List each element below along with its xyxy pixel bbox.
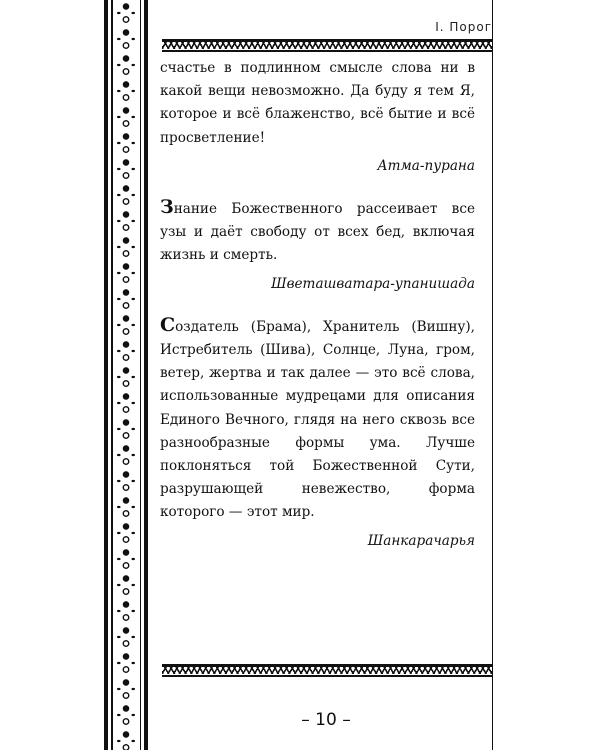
passage-text: счастье в подлинном смысле слова ни в какой вещи невозможно. Да буду я тем Я, которое и всё блаженство, всё бытие и всё просветление! — [160, 60, 475, 146]
passage-text: оздатель (Брама), Хранитель (Вишну), Истребитель (Шива), Солнце, Луна, гром, ветер, жертва и так далее — это всё слова, использованные мудрецами для описания Единого Вечного, глядя на него сквозь все разнообразные формы ума. Лучше поклоняться той Божественной Сути, разрушающей невежество, форма которого — этот мир. — [160, 318, 475, 521]
page-content — [160, 57, 475, 553]
border-rail — [144, 0, 148, 750]
ornamental-border — [104, 0, 148, 750]
passage-source: Шветашватара-упанишада — [271, 275, 475, 292]
page-number: – 10 – — [301, 710, 351, 730]
ornamental-band-top — [162, 39, 492, 52]
passage-source: Атма-пурана — [377, 157, 475, 174]
passage-paragraph — [160, 196, 475, 268]
drop-cap: С — [160, 313, 176, 336]
right-rule — [492, 0, 494, 750]
passage-paragraph — [160, 314, 475, 525]
running-head: I. Порог — [435, 20, 492, 34]
drop-cap: З — [160, 196, 174, 219]
passage-source: Шанкарачарья — [367, 532, 475, 549]
border-pattern — [114, 0, 138, 750]
ornamental-band-bottom — [162, 664, 492, 677]
border-rail — [111, 0, 113, 750]
border-rail — [104, 0, 108, 750]
border-rail — [140, 0, 142, 750]
passage-text: нание Божественного рассеивает все узы и даёт свободу от всех бед, включая жизнь и смерть. — [160, 201, 475, 264]
